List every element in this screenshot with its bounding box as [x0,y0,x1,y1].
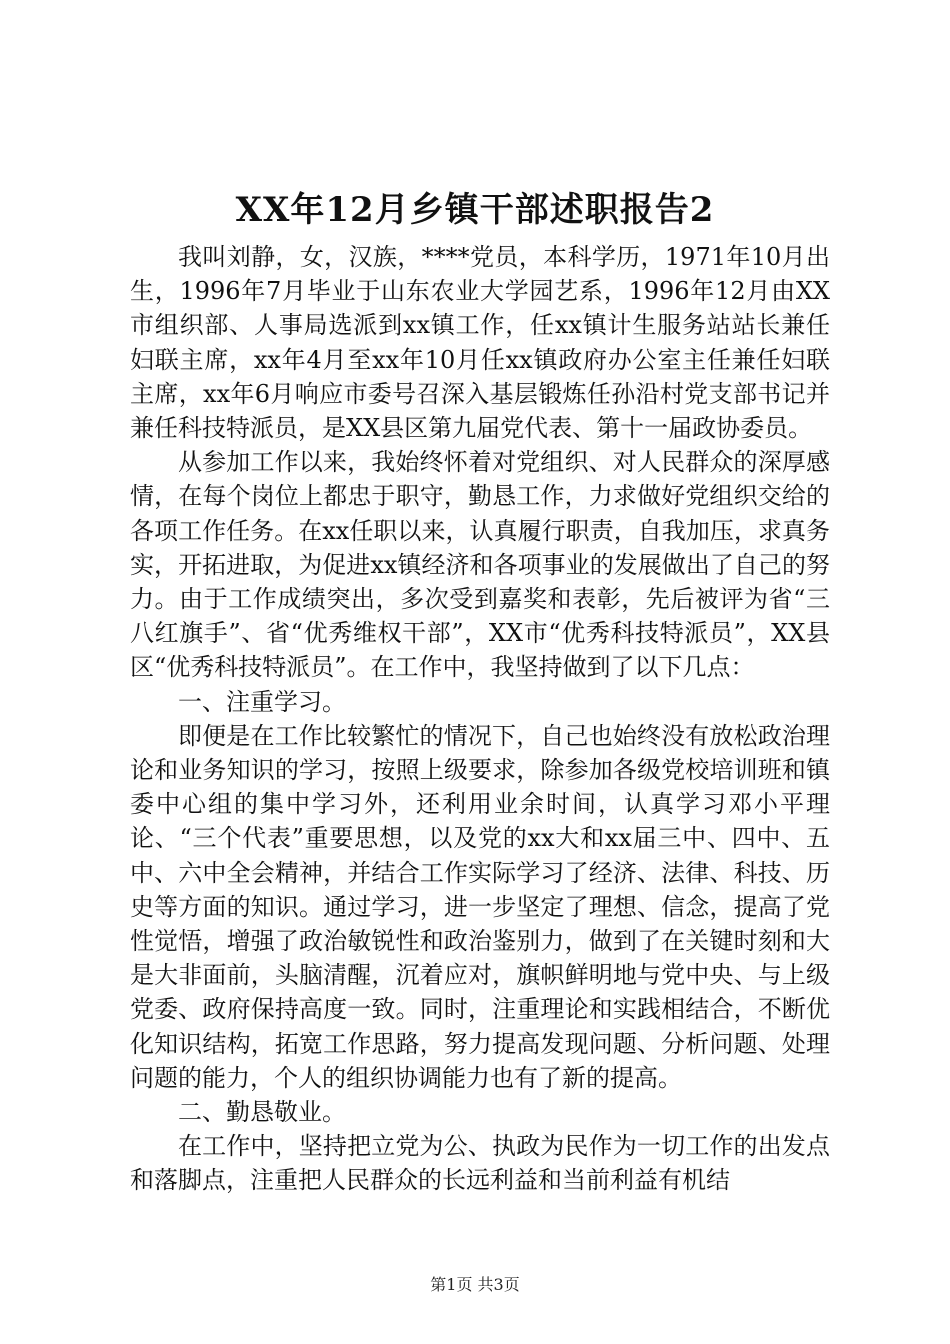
section-heading-diligence: 二、勤恳敬业。 [178,1098,346,1127]
paragraph-intro: 我叫刘静，女，汉族，****党员，本科学历，1971年10月出生，1996年7月毕业于山东农业大学园艺系，1996年12月由XX市组织部、人事局选派到xx镇工作，任xx镇计生服务站站长兼任妇联主席，xx年4月至xx年10月任xx镇政府办公室主任兼任妇联主席，xx年6月响应市委号召深入基层锻炼任孙沿村党支部书记并兼任科技特派员，是XX县区第九届党代表、第十一届政协委员。 [130,243,830,443]
document-body [130,240,830,1198]
paragraph-diligence: 在工作中，坚持把立党为公、执政为民作为一切工作的出发点和落脚点，注重把人民群众的长远利益和当前利益有机结 [130,1132,830,1195]
paragraph-work-summary: 从参加工作以来，我始终怀着对党组织、对人民群众的深厚感情，在每个岗位上都忠于职守，勤恳工作，力求做好党组织交给的各项工作任务。在xx任职以来，认真履行职责，自我加压，求真务实，开拓进取，为促进xx镇经济和各项事业的发展做出了自己的努力。由于工作成绩突出，多次受到嘉奖和表彰，先后被评为省“三八红旗手”、省“优秀维权干部”，XX市“优秀科技特派员”，XX县区“优秀科技特派员”。在工作中，我坚持做到了以下几点： [130,448,830,682]
paragraph-study: 即便是在工作比较繁忙的情况下，自己也始终没有放松政治理论和业务知识的学习，按照上级要求，除参加各级党校培训班和镇委中心组的集中学习外，还利用业余时间，认真学习邓小平理论、“三个代表”重要思想，以及党的xx大和xx届三中、四中、五中、六中全会精神，并结合工作实际学习了经济、法律、科技、历史等方面的知识。通过学习，进一步坚定了理想、信念，提高了党性觉悟，增强了政治敏锐性和政治鉴别力，做到了在关键时刻和大是大非面前，头脑清醒，沉着应对，旗帜鲜明地与党中央、与上级党委、政府保持高度一致。同时，注重理论和实践相结合，不断优化知识结构，拓宽工作思路，努力提高发现问题、分析问题、处理问题的能力，个人的组织协调能力也有了新的提高。 [130,721,830,1092]
document-title: XX年12月乡镇干部述职报告2 [235,190,715,230]
page-footer: 第1页 共3页 [430,1275,520,1294]
section-heading-study: 一、注重学习。 [178,687,346,716]
